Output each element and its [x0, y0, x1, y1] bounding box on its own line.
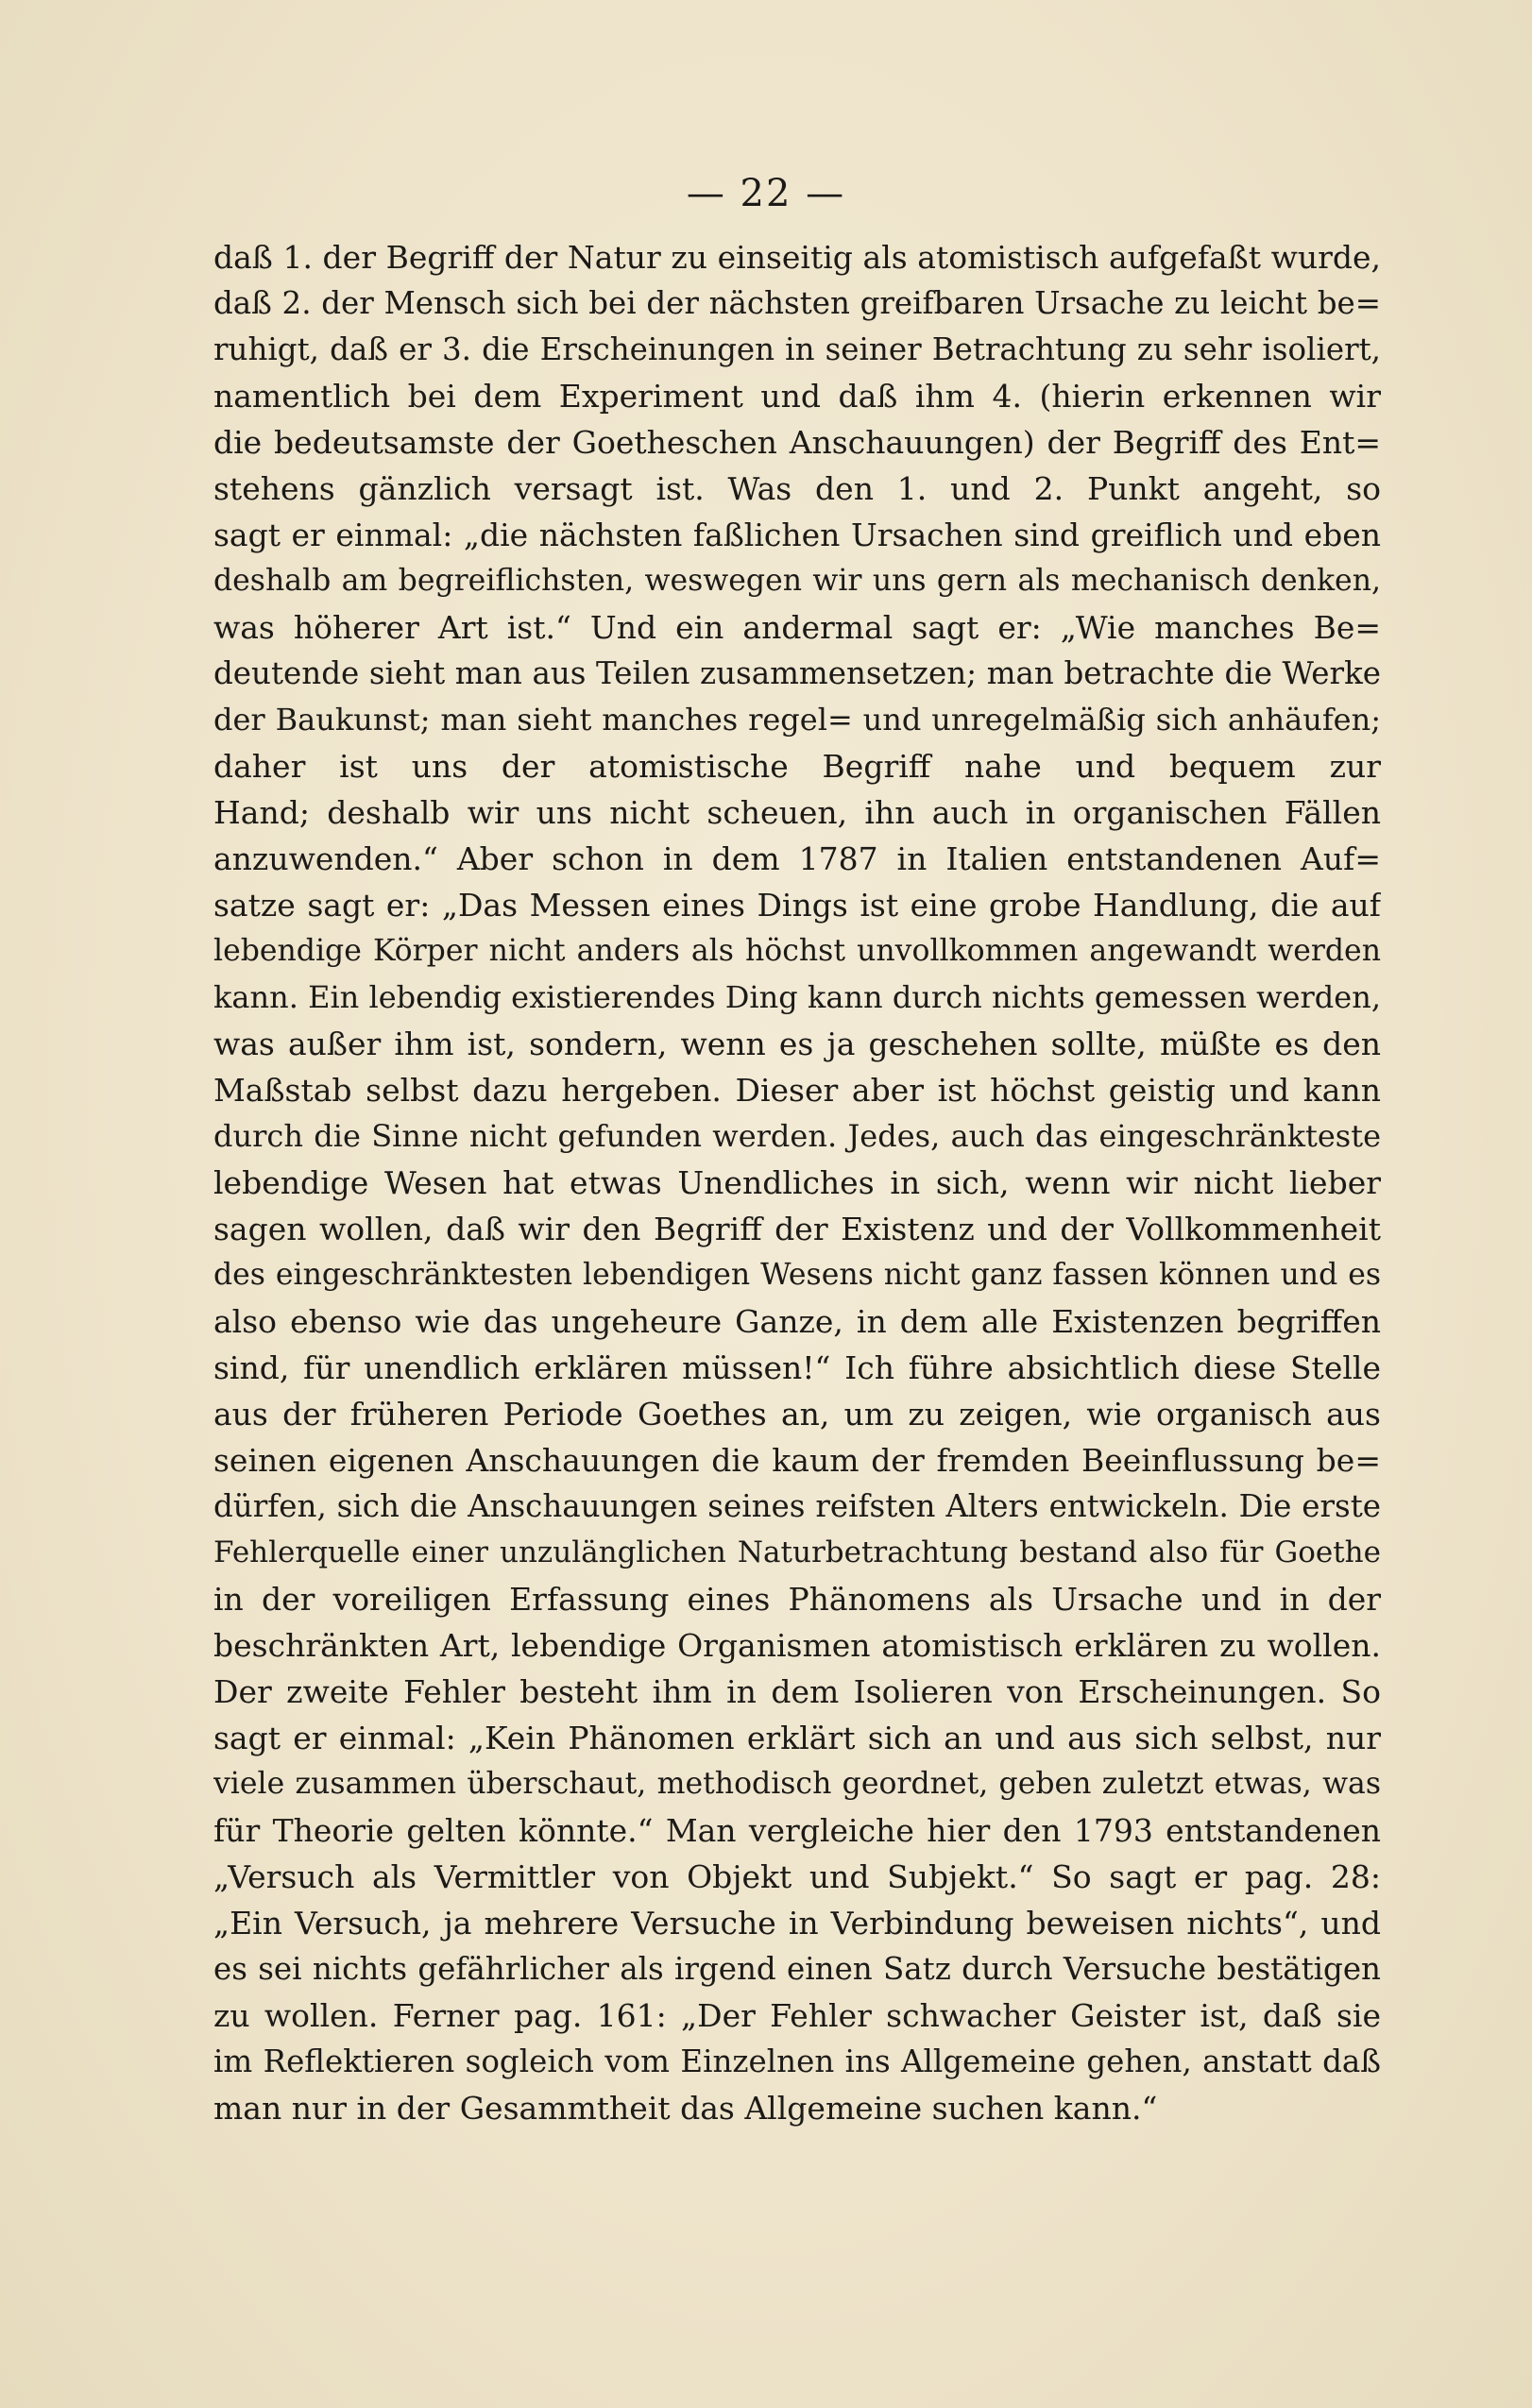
text-line: ruhigt, daß er 3. die Erscheinungen in seiner Betrachtung zu sehr isoliert,	[213, 331, 1381, 367]
text-line: des eingeschränktesten lebendigen Wesens nicht ganz fassen können und es	[213, 1258, 1381, 1292]
text-line: „Ein Versuch, ja mehrere Versuche in Verbindung beweisen nichts“, und	[213, 1905, 1381, 1942]
text-line: lebendige Wesen hat etwas Unendliches in sich, wenn wir nicht lieber	[213, 1164, 1381, 1201]
text-line: was höherer Art ist.“ Und ein andermal sagt er: „Wie manches Be=	[213, 609, 1381, 646]
text-line: deutende sieht man aus Teilen zusammensetzen; man betrachte die Werke	[213, 655, 1381, 691]
text-line: kann. Ein lebendig existierendes Ding kann durch nichts gemessen werden,	[213, 979, 1381, 1015]
text-line: Maßstab selbst dazu hergeben. Dieser aber ist höchst geistig und kann	[213, 1072, 1381, 1109]
text-line: namentlich bei dem Experiment und daß ihm 4. (hierin erkennen wir	[213, 378, 1381, 415]
text-line: anzuwenden.“ Aber schon in dem 1787 in Italien entstandenen Auf=	[213, 840, 1381, 877]
text-line: es sei nichts gefährlicher als irgend einen Satz durch Versuche bestätigen	[213, 1951, 1381, 1987]
text-line: „Versuch als Vermittler von Objekt und Subjekt.“ So sagt er pag. 28:	[213, 1858, 1381, 1895]
text-line: die bedeutsamste der Goetheschen Anschauungen) der Begriff des Ent=	[213, 424, 1381, 461]
text-line: daß 2. der Mensch sich bei der nächsten greifbaren Ursache zu leicht be=	[213, 285, 1381, 321]
text-line: in der voreiligen Erfassung eines Phänomens als Ursache und in der	[213, 1581, 1381, 1618]
text-line: stehens gänzlich versagt ist. Was den 1. und 2. Punkt angeht, so	[213, 470, 1381, 507]
text-line: deshalb am begreiflichsten, weswegen wir uns gern als mechanisch denken,	[213, 564, 1381, 598]
text-line: daher ist uns der atomistische Begriff nahe und bequem zur	[213, 748, 1381, 785]
text-line: sagen wollen, daß wir den Begriff der Existenz und der Vollkommenheit	[213, 1211, 1381, 1247]
text-line: seinen eigenen Anschauungen die kaum der fremden Beeinflussung be=	[213, 1442, 1381, 1479]
text-line: Der zweite Fehler besteht ihm in dem Isolieren von Erscheinungen. So	[213, 1673, 1381, 1710]
text-line: beschränkten Art, lebendige Organismen atomistisch erklären zu wollen.	[213, 1627, 1381, 1664]
text-line: viele zusammen überschaut, methodisch geordnet, geben zuletzt etwas, was	[213, 1767, 1381, 1801]
text-line: also ebenso wie das ungeheure Ganze, in dem alle Existenzen begriffen	[213, 1303, 1381, 1340]
text-line: lebendige Körper nicht anders als höchst unvollkommen angewandt werden	[213, 934, 1381, 968]
text-line: daß 1. der Begriff der Natur zu einseitig als atomistisch aufgefaßt wurde,	[213, 239, 1381, 276]
text-line: was außer ihm ist, sondern, wenn es ja geschehen sollte, müßte es den	[213, 1026, 1381, 1062]
text-line: sagt er einmal: „Kein Phänomen erklärt sich an und aus sich selbst, nur	[213, 1720, 1381, 1756]
text-line: sagt er einmal: „die nächsten faßlichen Ursachen sind greiflich und eben	[213, 517, 1381, 553]
page-number: — 22 —	[686, 172, 846, 215]
text-line: satze sagt er: „Das Messen eines Dings ist eine grobe Handlung, die auf	[213, 887, 1381, 924]
body-text	[213, 234, 1381, 2131]
text-line: Hand; deshalb wir uns nicht scheuen, ihn auch in organischen Fällen	[213, 794, 1381, 831]
text-line: zu wollen. Ferner pag. 161: „Der Fehler schwacher Geister ist, daß sie	[213, 1997, 1381, 2034]
text-line: aus der früheren Periode Goethes an, um zu zeigen, wie organisch aus	[213, 1396, 1381, 1433]
text-line: sind, für unendlich erklären müssen!“ Ich führe absichtlich diese Stelle	[213, 1349, 1381, 1386]
text-line: im Reflektieren sogleich vom Einzelnen ins Allgemeine gehen, anstatt daß	[213, 2043, 1381, 2079]
text-line: durch die Sinne nicht gefunden werden. Jedes, auch das eingeschränkteste	[213, 1118, 1381, 1154]
text-line: dürfen, sich die Anschauungen seines reifsten Alters entwickeln. Die erste	[213, 1488, 1381, 1524]
text-line: für Theorie gelten könnte.“ Man vergleiche hier den 1793 entstandenen	[213, 1812, 1381, 1849]
text-line: Fehlerquelle einer unzulänglichen Naturbetrachtung bestand also für Goethe	[213, 1535, 1381, 1569]
text-line: der Baukunst; man sieht manches regel= und unregelmäßig sich anhäufen;	[213, 702, 1381, 738]
text-line: man nur in der Gesammtheit das Allgemeine suchen kann.“	[213, 2090, 1158, 2127]
